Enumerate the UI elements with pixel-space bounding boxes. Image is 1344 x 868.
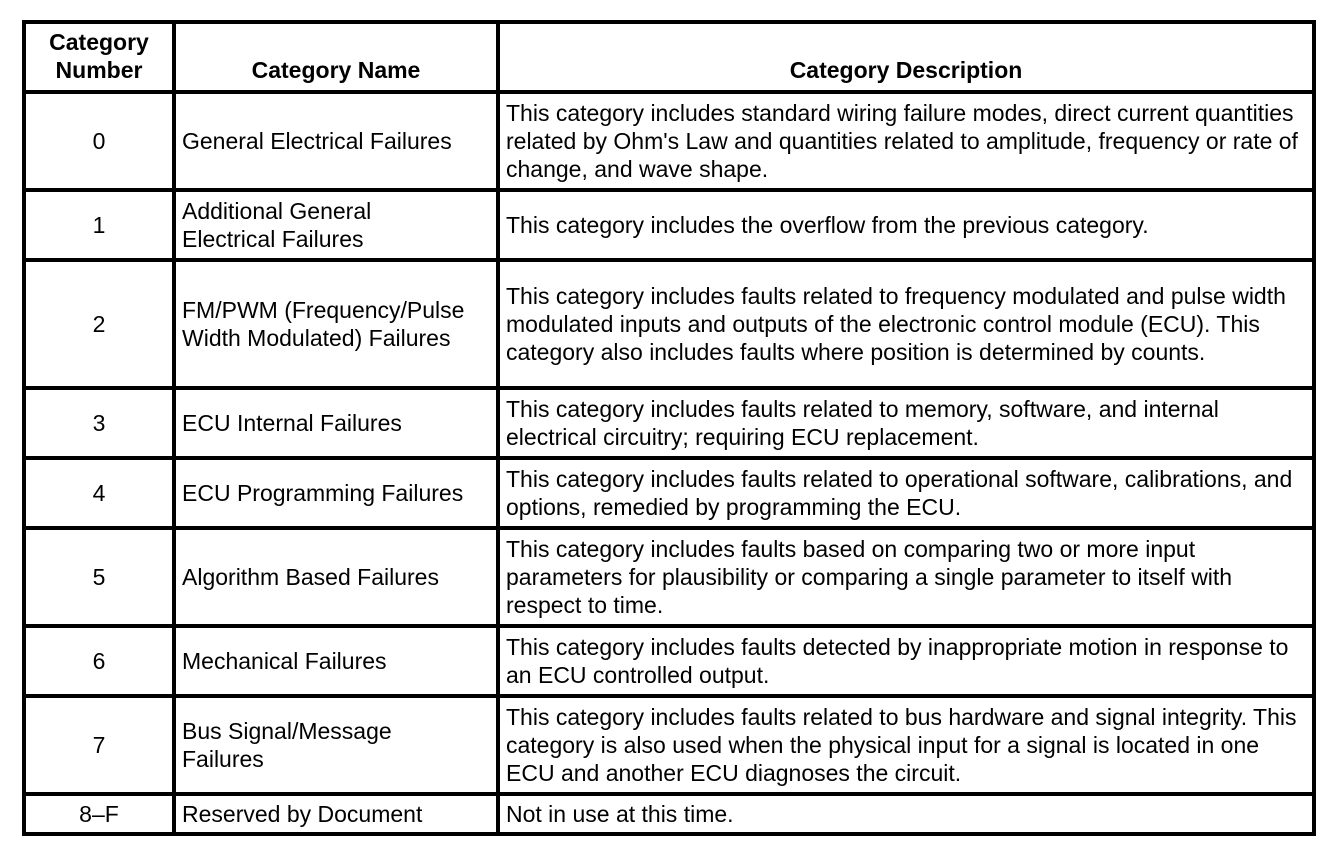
- category-number-cell: 5: [24, 528, 174, 626]
- table-row: [24, 626, 1314, 696]
- table-header-row: [24, 22, 1314, 92]
- table-row: [24, 696, 1314, 794]
- category-number-cell: 1: [24, 190, 174, 260]
- header-category-name: Category Name: [174, 22, 498, 92]
- category-description-cell: This category includes faults related to operational software, calibrations, and options, remedied by programming the ECU.: [498, 458, 1314, 528]
- category-description-cell: This category includes faults based on comparing two or more input parameters for plausibility or comparing a single parameter to itself with respect to time.: [498, 528, 1314, 626]
- category-name-cell: ECU Internal Failures: [174, 388, 498, 458]
- category-description-cell: This category includes standard wiring failure modes, direct current quantities related by Ohm's Law and quantities related to amplitude, frequency or rate of change, and wave shape.: [498, 92, 1314, 190]
- category-number-cell: 2: [24, 260, 174, 388]
- table-row: [24, 458, 1314, 528]
- table-row: [24, 794, 1314, 834]
- category-name-cell: FM/PWM (Frequency/Pulse Width Modulated) Failures: [174, 260, 498, 388]
- category-description-cell: This category includes faults detected by inappropriate motion in response to an ECU controlled output.: [498, 626, 1314, 696]
- category-description-cell: Not in use at this time.: [498, 794, 1314, 834]
- table-row: [24, 190, 1314, 260]
- category-name-cell: Mechanical Failures: [174, 626, 498, 696]
- table-row: [24, 92, 1314, 190]
- category-name-cell: ECU Programming Failures: [174, 458, 498, 528]
- category-name-cell: Algorithm Based Failures: [174, 528, 498, 626]
- category-name-cell: Reserved by Document: [174, 794, 498, 834]
- category-name-cell: General Electrical Failures: [174, 92, 498, 190]
- category-number-cell: 3: [24, 388, 174, 458]
- category-number-cell: 8–F: [24, 794, 174, 834]
- category-description-cell: This category includes faults related to memory, software, and internal electrical circuitry; requiring ECU replacement.: [498, 388, 1314, 458]
- category-description-cell: This category includes faults related to bus hardware and signal integrity. This category is also used when the physical input for a signal is located in one ECU and another ECU diagnoses the circuit.: [498, 696, 1314, 794]
- category-number-cell: 4: [24, 458, 174, 528]
- category-table: [22, 20, 1316, 836]
- table-row: [24, 260, 1314, 388]
- category-description-cell: This category includes faults related to frequency modulated and pulse width modulated inputs and outputs of the electronic control module (ECU). This category also includes faults where position is determined by counts.: [498, 260, 1314, 388]
- header-category-number: Category Number: [24, 22, 174, 92]
- category-description-cell: This category includes the overflow from the previous category.: [498, 190, 1314, 260]
- category-number-cell: 7: [24, 696, 174, 794]
- header-category-description: Category Description: [498, 22, 1314, 92]
- category-name-cell: Additional General Electrical Failures: [174, 190, 498, 260]
- category-number-cell: 0: [24, 92, 174, 190]
- category-name-cell: Bus Signal/Message Failures: [174, 696, 498, 794]
- table-row: [24, 528, 1314, 626]
- category-number-cell: 6: [24, 626, 174, 696]
- table-body: [24, 92, 1314, 834]
- table-row: [24, 388, 1314, 458]
